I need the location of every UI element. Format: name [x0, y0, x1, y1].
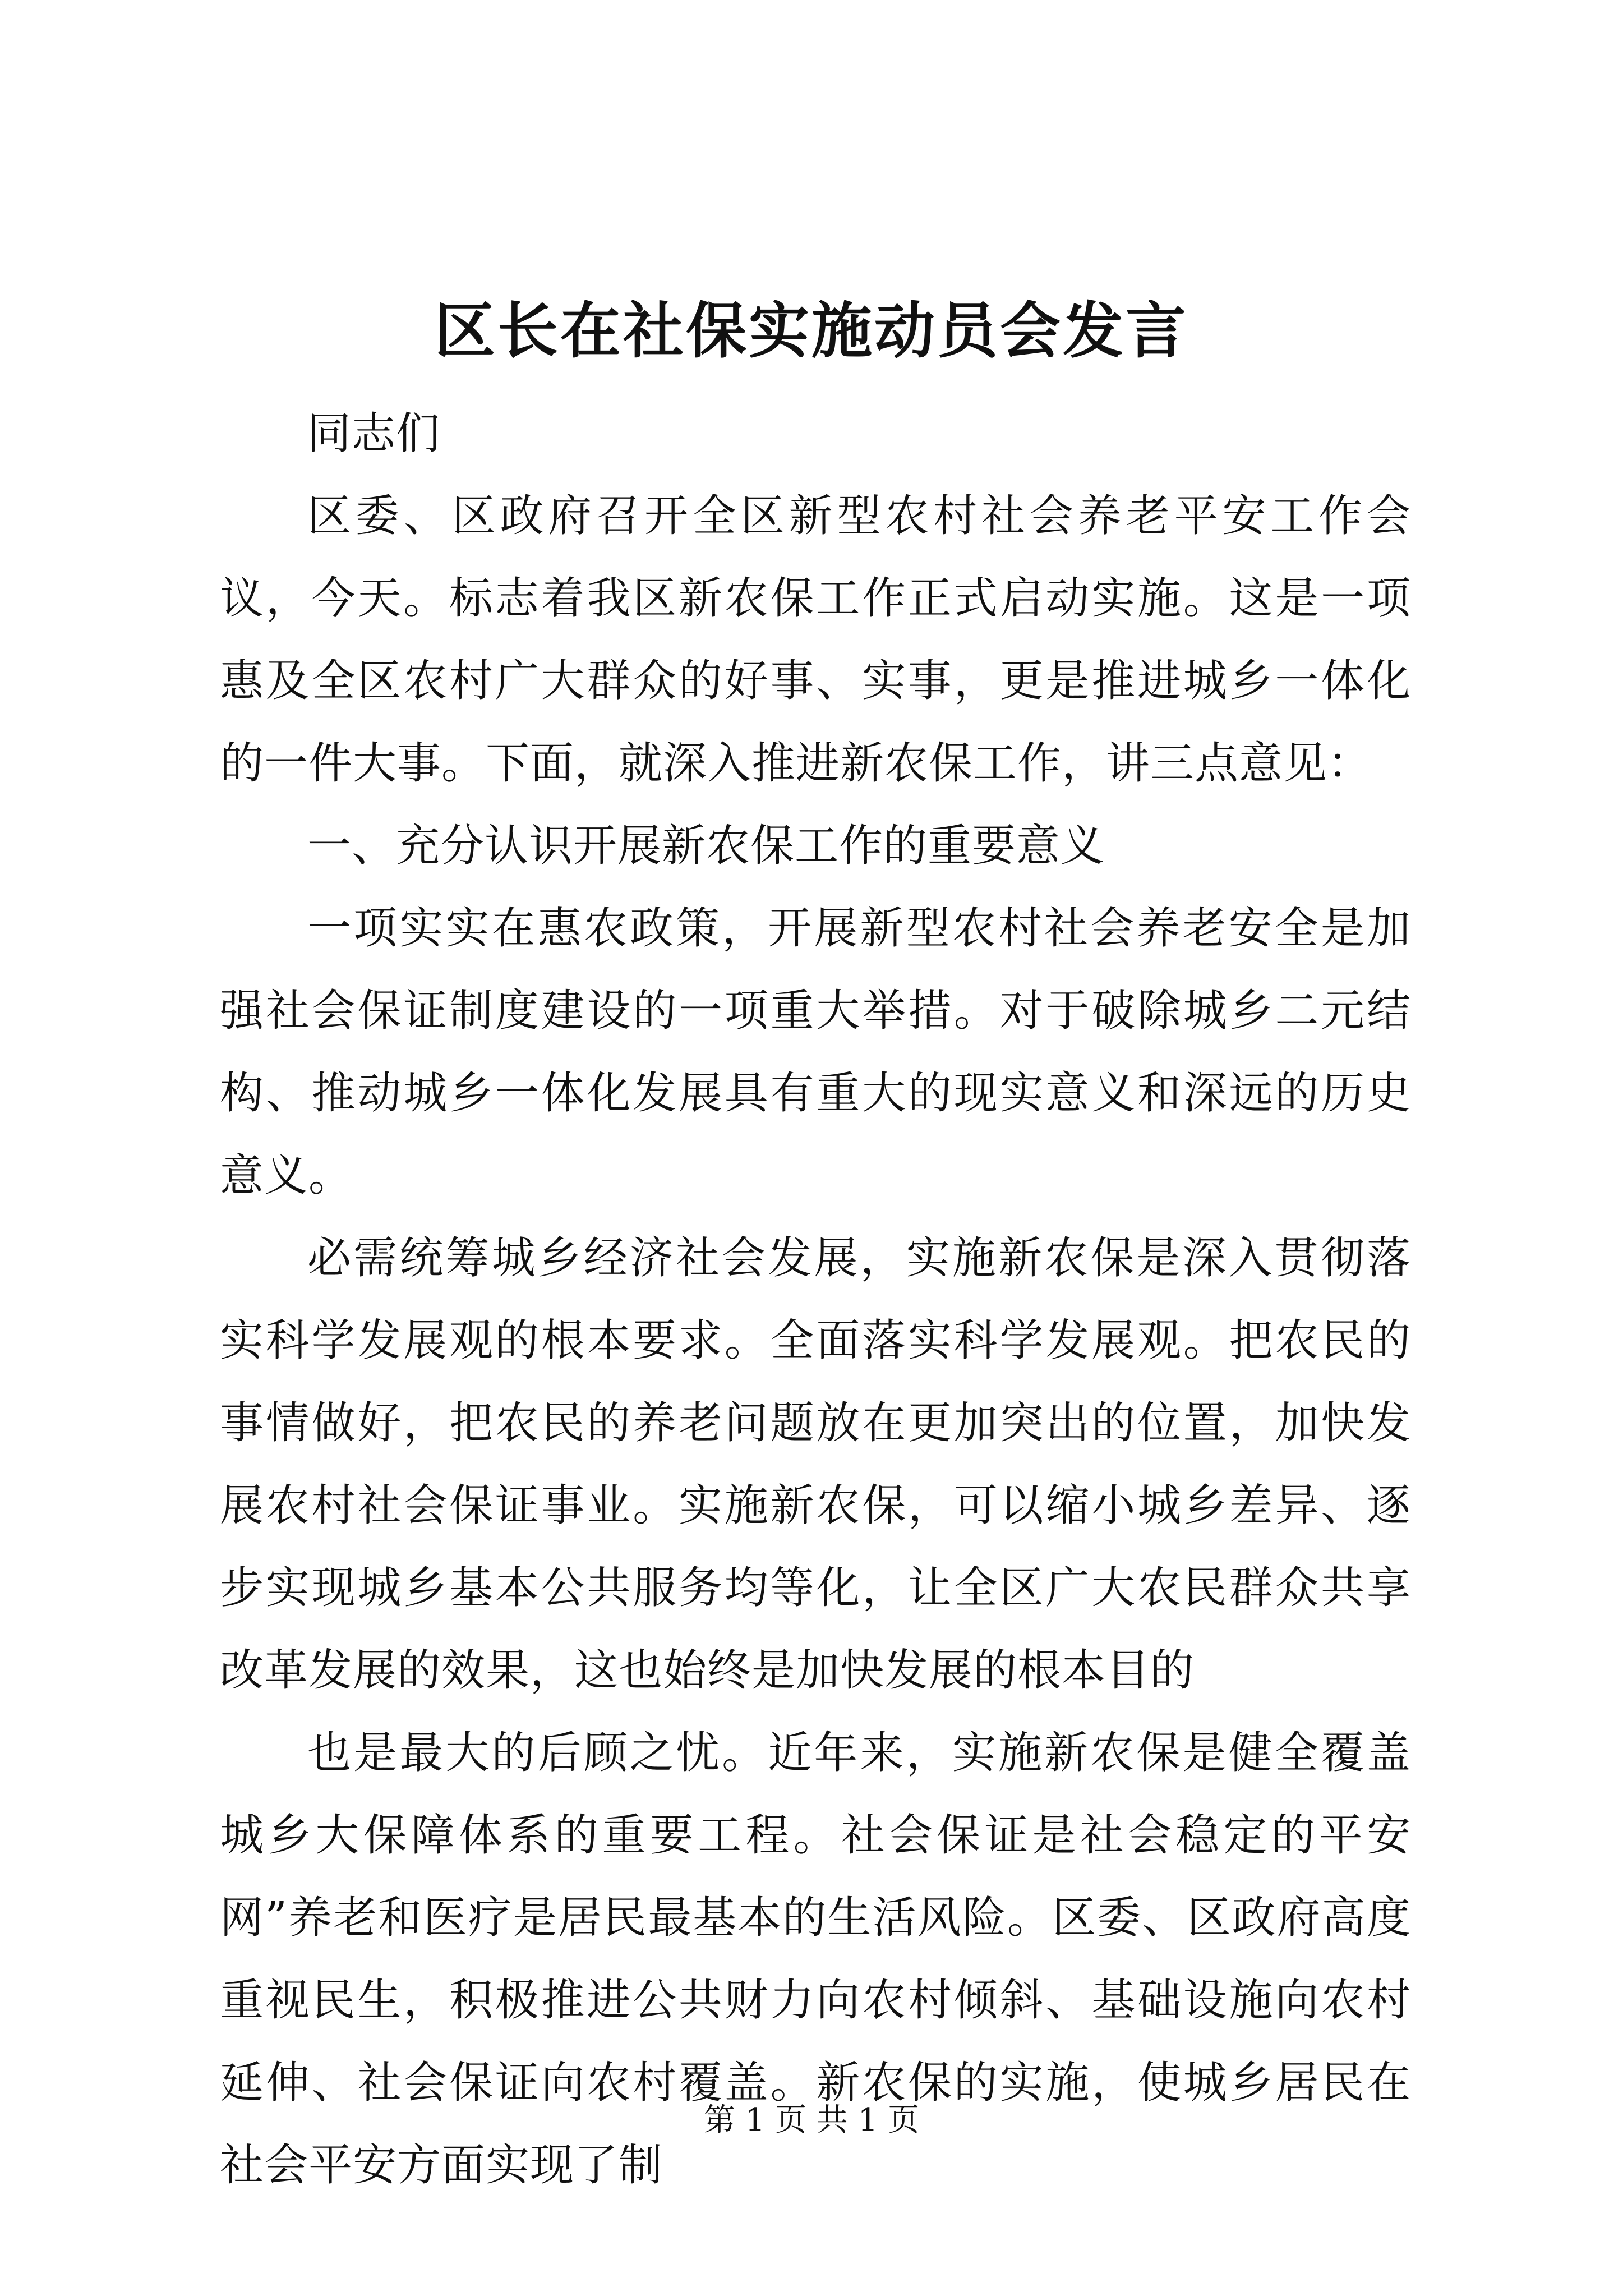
paragraph: 也是最大的后顾之忧。近年来，实施新农保是健全覆盖城乡大保障体系的重要工程。社会保证是社会稳定的平安网”养老和医疗是居民最基本的生活风险。区委、区政府高度重视民生，积极推进公共财力向农村倾斜、基础设施向农村延伸、社会保证向农村覆盖。新农保的实施，使城乡居民在社会平安方面实现了制: [220, 1728, 1411, 2191]
paragraph: 必需统筹城乡经济社会发展，实施新农保是深入贯彻落实科学发展观的根本要求。全面落实科学发展观。把农民的事情做好，把农民的养老问题放在更加突出的位置，加快发展农村社会保证事业。实施新农保，可以缩小城乡差异、逐步实现城乡基本公共服务均等化，让全区广大农民群众共享改革发展的效果，这也始终是加快发展的根本目的: [220, 1233, 1411, 1696]
paragraph: 一项实实在惠农政策，开展新型农村社会养老安全是加强社会保证制度建设的一项重大举措。对于破除城乡二元结构、推动城乡一体化发展具有重大的现实意义和深远的历史意义。: [220, 903, 1411, 1201]
paragraph-salutation: 同志们: [307, 408, 441, 459]
section-heading-1: 一、充分认识开展新农保工作的重要意义: [307, 821, 1105, 871]
page-footer: 第 1 页 共 1 页: [703, 2102, 920, 2138]
document-title: 区长在社保实施动员会发言: [434, 296, 1188, 366]
paragraph-intro: 区委、区政府召开全区新型农村社会养老平安工作会议，今天。标志着我区新农保工作正式启动实施。这是一项惠及全区农村广大群众的好事、实事，更是推进城乡一体化的一件大事。下面，就深入推进新农保工作，讲三点意见：: [220, 491, 1411, 789]
document-body: [220, 393, 1411, 2207]
